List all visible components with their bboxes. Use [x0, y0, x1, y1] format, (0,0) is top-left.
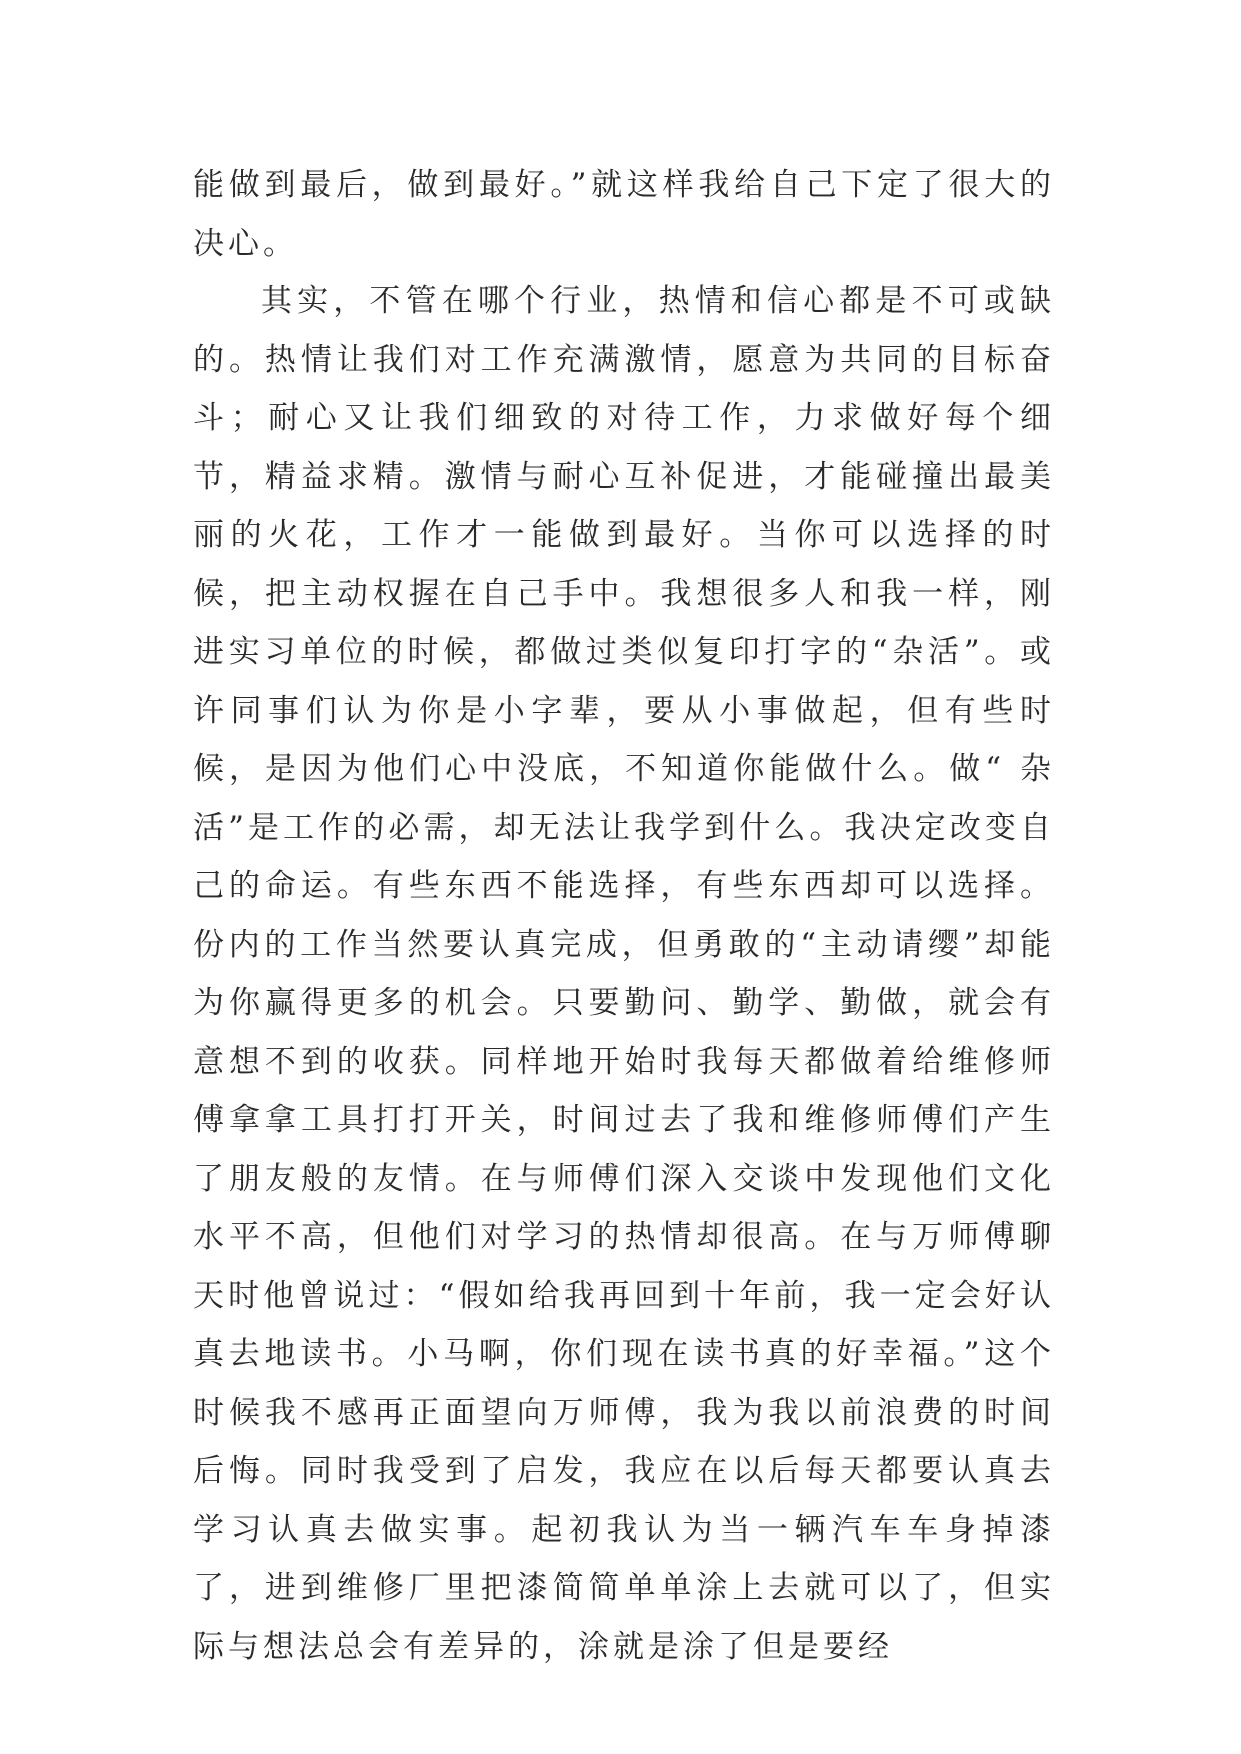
paragraph-text: 能做到最后，做到最好。”就这样我给自己下定了很大的决心。: [193, 167, 1055, 262]
paragraph-continuation: [193, 156, 1055, 273]
paragraph-main: [193, 272, 1055, 1676]
paragraph-text: 其实，不管在哪个行业，热情和信心都是不可或缺的。热情让我们对工作充满激情，愿意为共同的目标奋斗；耐心又让我们细致的对待工作，力求做好每个细节，精益求精。激情与耐心互补促进，才能碰撞出最美丽的火花，工作才一能做到最好。当你可以选择的时候，把主动权握在自己手中。我想很多人和我一样，刚进实习单位的时候，都做过类似复印打字的“杂活”。或许同事们认为你是小字辈，要从小事做起，但有些时候，是因为他们心中没底，不知道你能做什么。做“ 杂活”是工作的必需，却无法让我学到什么。我决定改变自己的命运。有些东西不能选择，有些东西却可以选择。份内的工作当然要认真完成，但勇敢的“主动请缨”却能为你赢得更多的机会。只要勤问、勤学、勤做，就会有意想不到的收获。同样地开始时我每天都做着给维修师傅拿拿工具打打开关，时间过去了我和维修师傅们产生了朋友般的友情。在与师傅们深入交谈中发现他们文化水平不高，但他们对学习的热情却很高。在与万师傅聊天时他曾说过：“假如给我再回到十年前，我一定会好认真去地读书。小马啊，你们现在读书真的好幸福。”这个时候我不感再正面望向万师傅，我为我以前浪费的时间后悔。同时我受到了启发，我应在以后每天都要认真去学习认真去做实事。起初我认为当一辆汽车车身掉漆了，进到维修厂里把漆简简单单涂上去就可以了，但实际与想法总会有差异的，涂就是涂了但是要经: [193, 283, 1055, 1665]
